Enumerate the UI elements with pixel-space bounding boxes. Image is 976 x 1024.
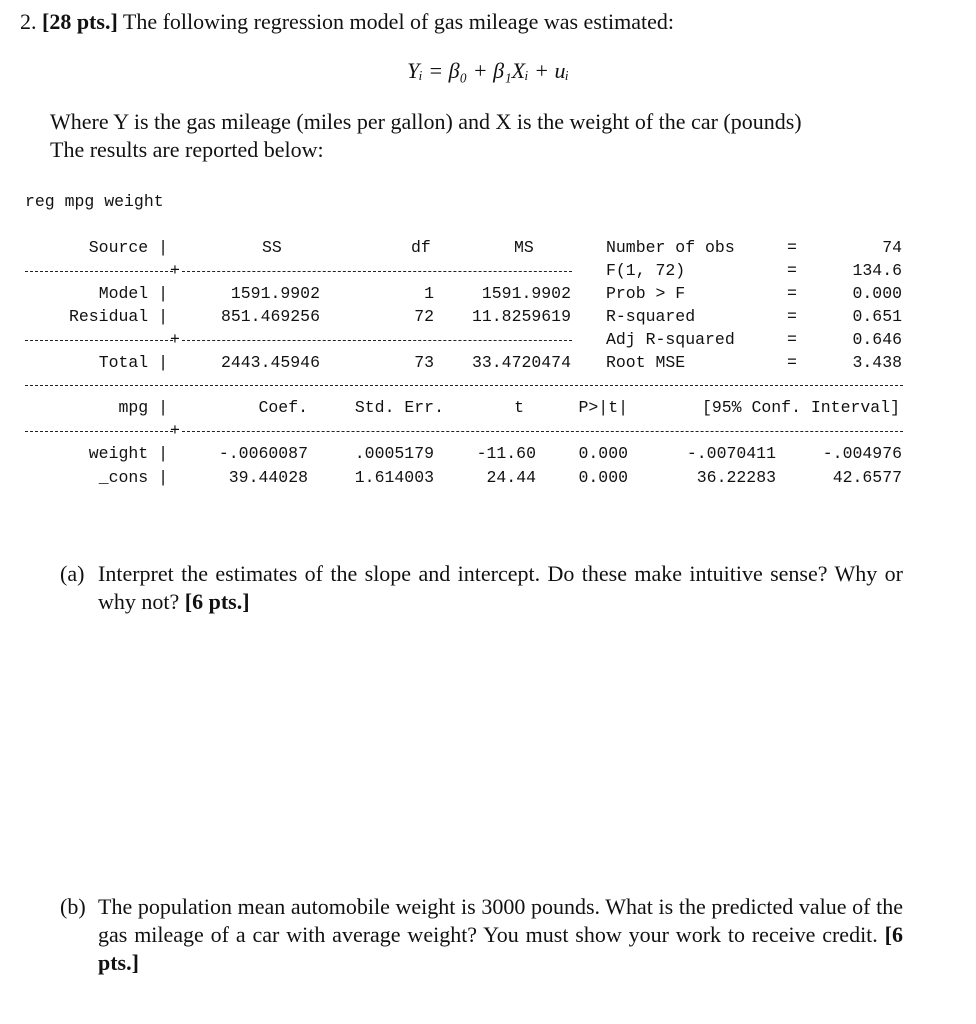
regression-equation: Yᵢ = β₀ + β₁Xᵢ + uᵢ (407, 58, 569, 83)
coef-header-ci: [95% Conf. Interval] (701, 398, 900, 417)
coef-header-coef: Coef. (258, 398, 308, 417)
coef-value-weight: -.0060087 (218, 444, 308, 463)
separator-line (182, 340, 572, 341)
stat-value-f: 134.6 (852, 261, 902, 280)
coef-header-p: P>|t| (578, 398, 628, 417)
separator-plus: + (170, 261, 180, 280)
coef-cilow-cons: 36.22283 (696, 468, 776, 487)
anova-df-residual: 72 (414, 307, 434, 326)
anova-header-df: df (411, 238, 431, 257)
separator-plus: + (170, 330, 180, 349)
stat-eq-rootmse: = (787, 353, 797, 372)
coef-p-cons: 0.000 (578, 468, 628, 487)
coef-var-cons: _cons | (98, 468, 168, 487)
stat-value-probf: 0.000 (852, 284, 902, 303)
stat-eq-nobs: = (787, 238, 797, 257)
coef-cilow-weight: -.0070411 (686, 444, 776, 463)
part-b-text (98, 893, 903, 977)
coef-var-weight: weight | (88, 444, 168, 463)
stat-label-probf: Prob > F (606, 284, 686, 303)
stat-eq-adjr2: = (787, 330, 797, 349)
anova-source-total: Total | (98, 353, 168, 372)
stat-label-r2: R-squared (606, 307, 696, 326)
coef-header-se: Std. Err. (354, 398, 444, 417)
separator-plus: + (170, 421, 180, 440)
coef-value-cons: 39.44028 (228, 468, 308, 487)
anova-ss-model: 1591.9902 (230, 284, 320, 303)
stata-command: reg mpg weight (25, 192, 164, 211)
anova-header-source: Source | (88, 238, 168, 257)
intro-paragraph (50, 108, 910, 164)
coef-cihigh-cons: 42.6577 (832, 468, 902, 487)
stat-label-nobs: Number of obs (606, 238, 735, 257)
anova-header-ss: SS (262, 238, 282, 257)
separator-line (182, 431, 903, 432)
stat-eq-r2: = (787, 307, 797, 326)
coef-p-weight: 0.000 (578, 444, 628, 463)
anova-df-model: 1 (424, 284, 434, 303)
separator-line (25, 340, 173, 341)
part-b-points: [6 pts.] (98, 922, 903, 975)
coef-header-t: t (514, 398, 524, 417)
anova-ms-residual: 11.8259619 (471, 307, 571, 326)
question-header (20, 8, 674, 36)
coef-t-cons: 24.44 (486, 468, 536, 487)
stat-value-r2: 0.651 (852, 307, 902, 326)
part-b-label: (b) (60, 894, 86, 919)
stat-eq-probf: = (787, 284, 797, 303)
part-a-text (98, 560, 903, 616)
stat-label-adjr2: Adj R-squared (606, 330, 735, 349)
coef-cihigh-weight: -.004976 (822, 444, 902, 463)
part-a-points: [6 pts.] (184, 589, 250, 614)
coef-header-var: mpg | (118, 398, 168, 417)
question-points: [28 pts.] (42, 9, 118, 34)
intro-line-2: The results are reported below: (50, 137, 324, 162)
part-b-question: The population mean automobile weight is 3000 pounds. What is the predicted value of the gas mileage of a car with average weight? You must show your work to receive credit. (98, 894, 903, 947)
separator-line (25, 385, 903, 386)
intro-line-1: Where Y is the gas mileage (miles per gallon) and X is the weight of the car (pounds) (50, 109, 802, 134)
anova-ms-total: 33.4720474 (471, 353, 571, 372)
coef-se-cons: 1.614003 (354, 468, 434, 487)
coef-t-weight: -11.60 (476, 444, 536, 463)
separator-line (25, 271, 173, 272)
part-a-question: Interpret the estimates of the slope and intercept. Do these make intuitive sense? Why or why not? (98, 561, 903, 614)
separator-line (182, 271, 572, 272)
stat-eq-f: = (787, 261, 797, 280)
question-lead: The following regression model of gas mileage was estimated: (122, 9, 674, 34)
question-number: 2. (20, 9, 37, 34)
anova-ms-model: 1591.9902 (481, 284, 571, 303)
coef-se-weight: .0005179 (354, 444, 434, 463)
stat-label-rootmse: Root MSE (606, 353, 686, 372)
anova-df-total: 73 (414, 353, 434, 372)
stat-value-nobs: 74 (882, 238, 902, 257)
part-a-label: (a) (60, 561, 85, 586)
anova-header-ms: MS (514, 238, 534, 257)
anova-source-model: Model | (98, 284, 168, 303)
separator-line (25, 431, 173, 432)
stat-value-rootmse: 3.438 (852, 353, 902, 372)
anova-source-residual: Residual | (68, 307, 168, 326)
anova-ss-total: 2443.45946 (220, 353, 320, 372)
stat-value-adjr2: 0.646 (852, 330, 902, 349)
anova-ss-residual: 851.469256 (220, 307, 320, 326)
stat-label-f: F(1, 72) (606, 261, 686, 280)
